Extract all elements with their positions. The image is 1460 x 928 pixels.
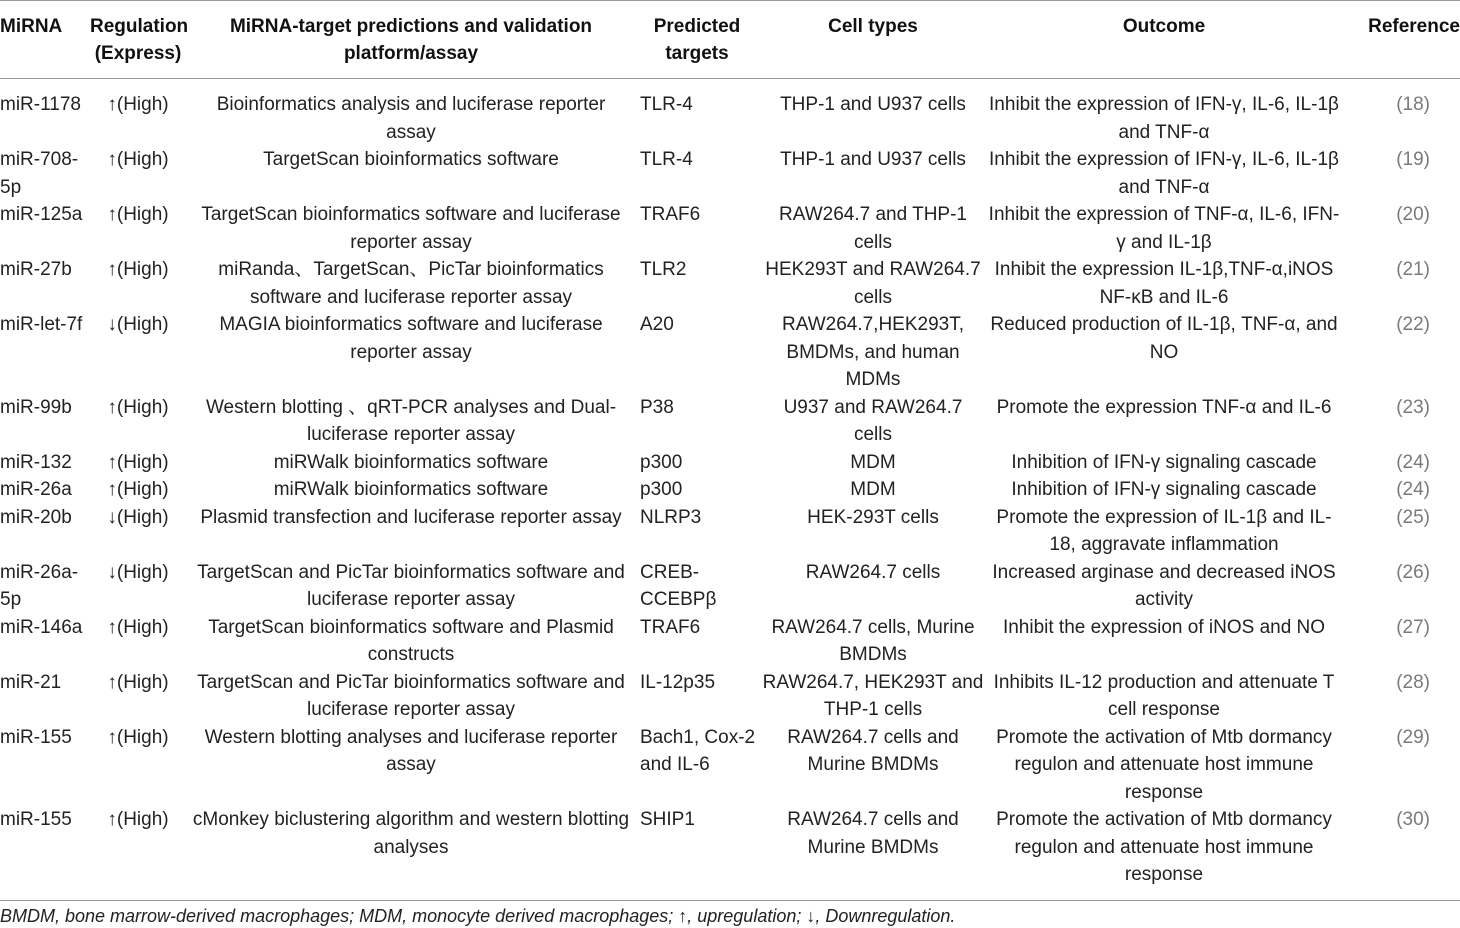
cell-targets: p300 bbox=[640, 451, 683, 473]
cell-reference[interactable]: (28) bbox=[1396, 671, 1430, 693]
cell-cell-types: MDM bbox=[850, 451, 896, 473]
cell-targets: CREB-CCEBPβ bbox=[640, 561, 717, 610]
cell-outcome: Promote the expression TNF-α and IL-6 bbox=[996, 396, 1332, 418]
table-header bbox=[0, 1, 1460, 79]
cell-targets: Bach1, Cox-2 and IL-6 bbox=[640, 726, 756, 775]
cell-platform: TargetScan bioinformatics software and Plasmid constructs bbox=[208, 616, 614, 665]
cell-reference[interactable]: (29) bbox=[1396, 726, 1430, 748]
cell-mirna: miR-20b bbox=[0, 506, 72, 528]
cell-mirna: miR-708-5p bbox=[0, 149, 79, 198]
cell-reference[interactable]: (30) bbox=[1342, 806, 1460, 900]
table-row bbox=[0, 559, 1460, 614]
cell-mirna: miR-1178 bbox=[0, 94, 81, 115]
cell-reference[interactable]: (24) bbox=[1396, 479, 1430, 500]
cell-regulation: ↑(High) bbox=[107, 204, 169, 225]
cell-platform: Bioinformatics analysis and luciferase reporter assay bbox=[216, 94, 606, 143]
table-body bbox=[0, 79, 1460, 901]
header-row bbox=[0, 1, 1460, 79]
cell-cell-types: RAW264.7 cells bbox=[805, 561, 941, 583]
cell-targets: TRAF6 bbox=[640, 616, 701, 638]
cell-platform: MAGIA bioinformatics software and luciferase reporter assay bbox=[219, 314, 603, 363]
cell-targets: TLR2 bbox=[640, 259, 687, 280]
cell-reference[interactable]: (20) bbox=[1396, 204, 1430, 225]
cell-outcome: Inhibits IL-12 production and attenuate T cell response bbox=[993, 671, 1335, 720]
cell-mirna: miR-26a bbox=[0, 479, 72, 500]
cell-targets: P38 bbox=[640, 396, 674, 418]
cell-regulation: ↑(High) bbox=[107, 451, 169, 473]
cell-mirna: miR-146a bbox=[0, 616, 83, 638]
header-mirna: MiRNA bbox=[0, 1, 88, 79]
table-row bbox=[0, 476, 1460, 504]
cell-cell-types: HEK293T and RAW264.7 cells bbox=[765, 259, 981, 308]
cell-mirna: miR-155 bbox=[0, 726, 72, 748]
cell-reference[interactable]: (24) bbox=[1396, 451, 1430, 473]
cell-cell-types: RAW264.7 cells and Murine BMDMs bbox=[760, 806, 986, 900]
table-row bbox=[0, 79, 1460, 147]
cell-targets: NLRP3 bbox=[640, 506, 702, 528]
header-outcome: Outcome bbox=[986, 1, 1342, 79]
cell-outcome: Reduced production of IL-1β, TNF-α, and NO bbox=[990, 314, 1338, 363]
cell-regulation: ↑(High) bbox=[107, 94, 169, 115]
cell-regulation: ↓(High) bbox=[107, 314, 169, 335]
cell-outcome: Inhibit the expression of iNOS and NO bbox=[1002, 616, 1326, 638]
table-footnote: BMDM, bone marrow-derived macrophages; MDM, monocyte derived macrophages; ↑, upregulation; ↓, Downregulation. bbox=[0, 906, 956, 926]
cell-regulation: ↑(High) bbox=[107, 671, 169, 693]
cell-platform: TargetScan bioinformatics software bbox=[263, 149, 559, 170]
cell-regulation: ↓(High) bbox=[107, 506, 169, 528]
cell-outcome: Inhibit the expression IL-1β,TNF-α,iNOS NF-κB and IL-6 bbox=[994, 259, 1334, 308]
cell-outcome: Inhibit the expression of TNF-α, IL-6, IFN-γ and IL-1β bbox=[988, 204, 1340, 253]
cell-targets: TLR-4 bbox=[640, 149, 693, 170]
cell-regulation: ↑(High) bbox=[107, 149, 169, 170]
cell-mirna: miR-26a-5p bbox=[0, 561, 79, 610]
table-row bbox=[0, 394, 1460, 449]
cell-regulation: ↑(High) bbox=[107, 479, 169, 500]
cell-cell-types: U937 and RAW264.7 cells bbox=[783, 396, 963, 445]
table-row bbox=[0, 614, 1460, 669]
cell-targets: TLR-4 bbox=[640, 94, 693, 115]
cell-mirna: miR-155 bbox=[0, 806, 88, 900]
table-row bbox=[0, 311, 1460, 394]
table-row bbox=[0, 669, 1460, 724]
cell-mirna: miR-21 bbox=[0, 671, 62, 693]
cell-outcome: Promote the activation of Mtb dormancy regulon and attenuate host immune response bbox=[996, 726, 1332, 803]
cell-reference[interactable]: (25) bbox=[1396, 506, 1430, 528]
cell-reference[interactable]: (22) bbox=[1396, 314, 1430, 335]
cell-mirna: miR-132 bbox=[0, 451, 72, 473]
cell-cell-types: RAW264.7,HEK293T, BMDMs, and human MDMs bbox=[782, 314, 964, 390]
cell-platform: Western blotting analyses and luciferase reporter assay bbox=[204, 726, 618, 775]
cell-platform: TargetScan bioinformatics software and luciferase reporter assay bbox=[201, 204, 621, 253]
cell-outcome: Inhibition of IFN-γ signaling cascade bbox=[1011, 451, 1317, 473]
cell-regulation: ↑(High) bbox=[107, 726, 169, 748]
cell-outcome: Inhibit the expression of IFN-γ, IL-6, IL-1β and TNF-α bbox=[989, 149, 1339, 198]
header-reference: Reference bbox=[1342, 1, 1460, 79]
cell-platform: miRWalk bioinformatics software bbox=[273, 451, 549, 473]
cell-platform: cMonkey biclustering algorithm and western blotting analyses bbox=[188, 806, 634, 900]
cell-mirna: miR-let-7f bbox=[0, 314, 83, 335]
cell-platform: TargetScan and PicTar bioinformatics software and luciferase reporter assay bbox=[197, 561, 625, 610]
cell-reference[interactable]: (26) bbox=[1396, 561, 1430, 583]
table-row bbox=[0, 256, 1460, 311]
cell-targets: SHIP1 bbox=[634, 806, 760, 900]
cell-outcome: Increased arginase and decreased iNOS activity bbox=[992, 561, 1336, 610]
cell-cell-types: RAW264.7, HEK293T and THP-1 cells bbox=[762, 671, 984, 720]
cell-outcome: Promote the activation of Mtb dormancy regulon and attenuate host immune response bbox=[986, 806, 1342, 900]
cell-targets: A20 bbox=[640, 314, 674, 335]
cell-cell-types: HEK-293T cells bbox=[807, 506, 939, 528]
cell-platform: Western blotting 、qRT-PCR analyses and Dual-luciferase reporter assay bbox=[205, 396, 617, 445]
cell-platform: miRWalk bioinformatics software bbox=[273, 479, 549, 500]
cell-reference[interactable]: (19) bbox=[1396, 149, 1430, 170]
cell-regulation: ↑(High) bbox=[88, 806, 188, 900]
header-cells: Cell types bbox=[760, 1, 986, 79]
header-targets: Predicted targets bbox=[634, 1, 760, 79]
cell-mirna: miR-99b bbox=[0, 396, 72, 418]
cell-cell-types: MDM bbox=[850, 479, 896, 500]
cell-reference[interactable]: (21) bbox=[1396, 259, 1430, 280]
cell-reference[interactable]: (23) bbox=[1396, 396, 1430, 418]
cell-reference[interactable]: (18) bbox=[1396, 94, 1430, 115]
cell-cell-types: RAW264.7 cells, Murine BMDMs bbox=[771, 616, 975, 665]
cell-cell-types: THP-1 and U937 cells bbox=[780, 94, 966, 115]
cell-mirna: miR-125a bbox=[0, 204, 83, 225]
cell-regulation: ↑(High) bbox=[107, 396, 169, 418]
table-row bbox=[0, 724, 1460, 807]
cell-reference[interactable]: (27) bbox=[1396, 616, 1430, 638]
table-row bbox=[0, 806, 1460, 900]
cell-cell-types: RAW264.7 and THP-1 cells bbox=[779, 204, 967, 253]
cell-mirna: miR-27b bbox=[0, 259, 72, 280]
cell-platform: TargetScan and PicTar bioinformatics software and luciferase reporter assay bbox=[197, 671, 625, 720]
cell-regulation: ↑(High) bbox=[107, 259, 169, 280]
table-row bbox=[0, 201, 1460, 256]
cell-regulation: ↓(High) bbox=[107, 561, 169, 583]
cell-outcome: Inhibition of IFN-γ signaling cascade bbox=[1011, 479, 1317, 500]
cell-cell-types: RAW264.7 cells and Murine BMDMs bbox=[787, 726, 959, 775]
cell-targets: IL-12p35 bbox=[640, 671, 716, 693]
header-platform: MiRNA-target predictions and validation platform/assay bbox=[188, 1, 634, 79]
cell-targets: p300 bbox=[640, 479, 683, 500]
cell-platform: miRanda、TargetScan、PicTar bioinformatics software and luciferase reporter assay bbox=[218, 259, 604, 308]
cell-cell-types: THP-1 and U937 cells bbox=[780, 149, 966, 170]
cell-regulation: ↑(High) bbox=[107, 616, 169, 638]
cell-outcome: Inhibit the expression of IFN-γ, IL-6, IL-1β and TNF-α bbox=[989, 94, 1339, 143]
cell-targets: TRAF6 bbox=[640, 204, 701, 225]
table-row bbox=[0, 504, 1460, 559]
table-row bbox=[0, 146, 1460, 201]
cell-outcome: Promote the expression of IL-1β and IL-18, aggravate inflammation bbox=[996, 506, 1332, 555]
table-row bbox=[0, 449, 1460, 477]
header-regulation: Regulation (Express) bbox=[88, 1, 188, 79]
cell-platform: Plasmid transfection and luciferase reporter assay bbox=[200, 506, 622, 528]
